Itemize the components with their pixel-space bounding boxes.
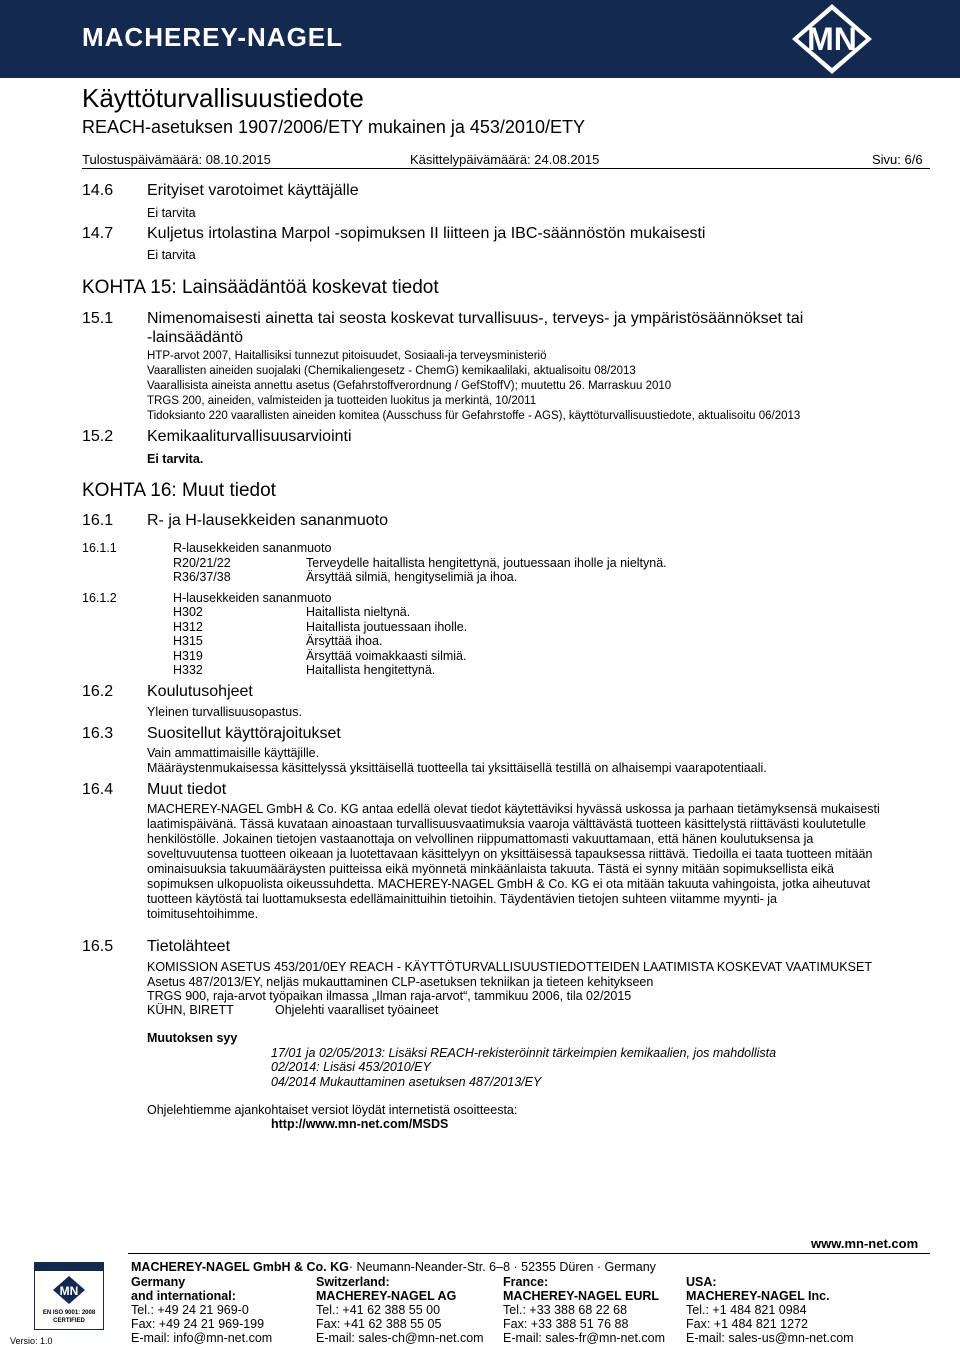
footer-website[interactable]: www.mn-net.com [811,1236,919,1251]
regulation-line: TRGS 200, aineiden, valmisteiden ja tuotteiden luokitus ja merkintä, 10/2011 [147,395,537,407]
source-line: TRGS 900, raja-arvot työpaikan ilmassa „Ilman raja-arvot“, tammikuu 2006, tila 02/2015 [147,989,632,1003]
footer-address: · Neumann-Neander-Str. 6–8 · 52355 Düren · Germany [348,1260,656,1274]
section-title: Kuljetus irtolastina Marpol -sopimuksen II liitteen ja IBC-säännöstön mukaisesti [147,225,706,242]
mn-badge-icon [52,1275,86,1305]
section-title: Suositellut käyttörajoitukset [147,725,341,742]
section-number: 16.2 [82,683,114,700]
section-number: 16.5 [82,938,114,955]
subsection-number: 16.1.1 [82,541,117,555]
subsection-title: H-lausekkeiden sananmuoto [173,591,332,605]
paragraph-line: laatimispäivänä. Tässä kuvataan ainoastaan turvallisuusvaatimuksia vaaroja välttävästä tuotteen käsittelystä riittävästi koulutetulle [147,817,866,831]
footer-col-switzerland: Switzerland: MACHEREY-NAGEL AG Tel.: +41 62 388 55 00 Fax: +41 62 388 55 05 E-mail: sales-ch@mn-net.com [316,1275,484,1345]
page-number: Sivu: 6/6 [872,152,923,167]
phrase-code: H302 [173,605,203,619]
phrase-text: Haitallista hengitettynä. [306,663,436,677]
phrase-code: R20/21/22 [173,556,231,570]
section-title: Tietolähteet [147,938,231,955]
footer-col-usa: USA: MACHEREY-NAGEL Inc. Tel.: +1 484 821 0984 Fax: +1 484 821 1272 E-mail: sales-us@mn-net.com [686,1275,854,1345]
document-version: Versio: 1.0 [10,1336,53,1346]
phrase-text: Haitallista joutuessaan iholle. [306,620,468,634]
section-title-cont: -lainsäädäntö [147,329,244,346]
mn-logo-icon [776,0,888,78]
footer-company: MACHEREY-NAGEL GmbH & Co. KG [131,1260,349,1274]
section-body: Yleinen turvallisuusopastus. [147,705,302,719]
logo-text: MN [807,21,857,57]
section-number: 15.2 [82,428,114,445]
section-number: 16.3 [82,725,114,742]
regulation-line: HTP-arvot 2007, Haitallisiksi tunnezut pitoisuudet, Sosiaali-ja terveysministeriö [147,350,547,362]
iso-certificate-badge [34,1262,104,1330]
paragraph-line: tuotteen käytöstä tai luottamuksesta edellämainittuihin tietoihin. Täydentävien tietojen suhteen viitamme myynti- ja [147,892,777,906]
iso-text-2: CERTIFIED [53,1318,85,1324]
section-body: Ei tarvita. [147,452,204,466]
section-title: Nimenomaisesti ainetta tai seosta koskevat turvallisuus-, terveys- ja ympäristösäännökset tai [147,310,804,327]
phrase-code: H312 [173,620,203,634]
section-title: Erityiset varotoimet käyttäjälle [147,182,359,199]
regulation-line: Tidoksianto 220 vaarallisten aineiden komitea (Ausschuss für Gefahrstoffe - AGS), käyttöturvallisuustiedote, aktualisoitu 06/2013 [147,410,801,422]
section-number: 14.7 [82,225,114,242]
phrase-code: H315 [173,634,203,648]
phrase-text: Terveydelle haitallista hengitettynä, joutuessaan iholle ja nieltynä. [306,556,667,570]
source-line: Asetus 487/2013/EY, neljäs mukauttaminen CLP-asetuksen tekniikan ja tieteen kehitykseen [147,975,654,989]
brand-name: MACHEREY-NAGEL [82,22,344,52]
subsection-number: 16.1.2 [82,591,117,605]
phrase-text: Ärsyttää ihoa. [306,634,383,648]
paragraph-line: MACHEREY-NAGEL GmbH & Co. KG antaa edellä olevat tiedot käytettäviksi hyvässä uskossa ja parhaan tietämyksensä mukaisesti [147,802,880,816]
phrase-text: Ärsyttää silmiä, hengityselimiä ja ihoa. [306,570,518,584]
regulation-line: Vaarallisista aineista annettu asetus (Gefahrstoffverordnung / GefStoffV); muutettu 26. Marraskuu 2010 [147,380,672,392]
footer-col-france: France: MACHEREY-NAGEL EURL Tel.: +33 388 68 22 68 Fax: +33 388 51 76 88 E-mail: sales-fr@mn-net.com [503,1275,666,1345]
header-divider [82,168,930,169]
section-title: Koulutusohjeet [147,683,253,700]
paragraph-line: toimitusehtoihimme. [147,907,259,921]
source-author-desc: Ohjelehti vaaralliset työaineet [275,1003,439,1017]
phrase-code: H332 [173,663,203,677]
subsection-title: R-lausekkeiden sananmuoto [173,541,332,555]
section-body: Ei tarvita [147,206,196,220]
phrase-code: H319 [173,649,203,663]
section-number: 15.1 [82,310,114,327]
footer-col-germany: Germany and international: Tel.: +49 24 21 969-0 Fax: +49 24 21 969-199 E-mail: info@mn-net.com [131,1275,273,1345]
section-title: Kemikaaliturvallisuusarviointi [147,428,352,445]
msds-link[interactable]: http://www.mn-net.com/MSDS [271,1117,449,1131]
footer-divider [128,1253,930,1254]
iso-text: EN ISO 9001: 2008 [42,1310,96,1316]
change-reason-label: Muutoksen syy [147,1031,238,1045]
section-number: 16.4 [82,781,114,798]
paragraph-line: sopimuksen ulkopuolista oikeussuhdetta. MACHEREY-NAGEL GmbH & Co. KG ei ota mitään takuuta vahingoista, jotka aiheutuvat [147,877,871,891]
web-note: Ohjelehtiemme ajankohtaiset versiot löydät internetistä osoitteesta: [147,1103,518,1117]
footer-company-line [131,1260,656,1274]
phrase-text: Haitallista nieltynä. [306,605,411,619]
paragraph-line: henkilöstölle. Jokainen tietojen vastaanottaja on velvollinen riippumattomasti vakuuttamaan, että hänen koulutuksensa ja [147,832,814,846]
page-subtitle: REACH-asetuksen 1907/2006/ETY mukainen ja 453/2010/ETY [82,117,585,137]
source-author: KÜHN, BIRETT [147,1003,234,1017]
paragraph-line: soveltuvuutensa tuotteen oikeaan ja luotettavaan käsittelyyn on yksittäisessä tapauksessa riittävä. Tiedoilla ei taata tuotteen mitään [147,847,873,861]
source-line: KOMISSION ASETUS 453/201/0EY REACH - KÄYTTÖTURVALLISUUSTIEDOTTEIDEN LAATIMISTA KOSKEVAT VAATIMUKSET [147,960,872,974]
section-title: R- ja H-lausekkeiden sananmuoto [147,512,389,529]
process-date: Käsittelypäivämäärä: 24.08.2015 [410,152,600,167]
chapter-heading: KOHTA 15: Lainsäädäntöä koskevat tiedot [82,277,439,298]
section-number: 14.6 [82,182,114,199]
change-entry: 17/01 ja 02/05/2013: Lisäksi REACH-rekisteröinnit tärkeimpien kemikaalien, jos mahdollista [271,1046,777,1060]
phrase-text: Ärsyttää voimakkaasti silmiä. [306,649,467,663]
section-body: Määräystenmukaisessa käsittelyssä yksittäisellä tuotteella tai yksittäisellä testillä on alhaisempi vaarapotentiaali. [147,761,767,775]
section-body: Ei tarvita [147,248,196,262]
section-body: Vain ammattimaisille käyttäjille. [147,746,320,760]
page-title: Käyttöturvallisuustiedote [82,83,364,113]
change-entry: 04/2014 Mukauttaminen asetuksen 487/2013/EY [271,1075,542,1089]
print-date: Tulostuspäivämäärä: 08.10.2015 [82,152,271,167]
regulation-line: Vaarallisten aineiden suojalaki (Chemikaliengesetz - ChemG) kemikaalilaki, aktualisoitu 08/2013 [147,365,636,377]
svg-text:MN: MN [59,1284,79,1298]
chapter-heading: KOHTA 16: Muut tiedot [82,480,276,501]
section-title: Muut tiedot [147,781,227,798]
section-number: 16.1 [82,512,114,529]
paragraph-line: ominaisuuksia takuumääräysten puitteissa eikä myönnetä minkäänlaista takuuta. Tästä ei synny mitään sopimuksellista eikä [147,862,834,876]
phrase-code: R36/37/38 [173,570,231,584]
change-entry: 02/2014: Lisäsi 453/2010/EY [271,1060,431,1074]
